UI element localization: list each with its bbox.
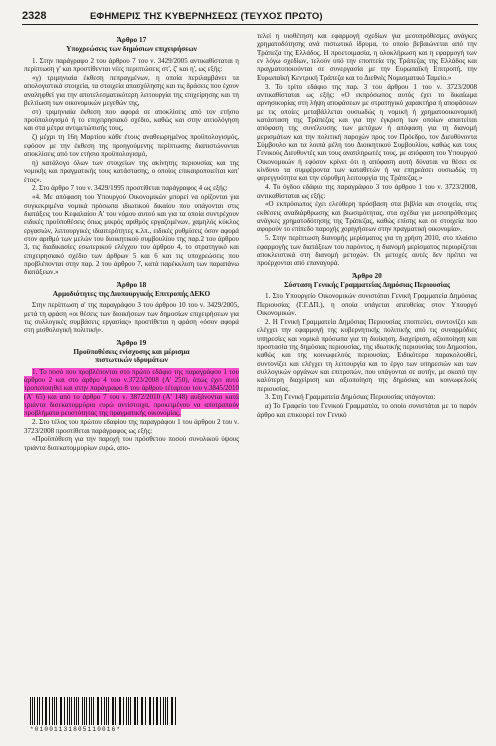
article-20-title: Σύσταση Γενικής Γραμματείας Δημόσιας Περιουσίας bbox=[283, 279, 451, 289]
barcode-bar bbox=[56, 697, 57, 725]
paragraph: 3. Στη Γενική Γραμματεία Δημόσιας Περιουσίας υπάγονται: bbox=[265, 393, 436, 402]
barcode-bar bbox=[52, 697, 53, 725]
article-19-title-line2: πιστωτικών ιδρυμάτων bbox=[95, 355, 168, 365]
highlight-mark: 1. Το ποσό που προβλέπονται στο πρώτο εδάφιο της παραγράφου 1 του άρθρου 2 και στο άρθρο 4 του ν.3723/2008 (Α' 250), όπως έχει αυτό τροποποιηθεί και στην παράγραφο 8 του άρθρου τέταρτου του ν.3845/2010 (Α' 65) και από το άρθρο 7 του ν. 3872/2010 (Α' 148) αυξάνονται κατά τριάντα δισεκατομμύρια ευρώ αντίστοιχα, προκειμένου να αποτραπούν προβλήματα ρευστότητας της πραγματικής οικονομίας. bbox=[24, 367, 239, 418]
paragraph: τελεί η υιοθέτηση και εφαρμογή σχεδίων για μεσοπρόθεσμες ανάγκες χρηματοδότησης ανά πιστωτικό ίδρυμα, το οποίο βεβαιώνεται από την Τράπεζα της Ελλάδος. Η προετοιμασία, η ολοκλήρωση και η εφαρμογή των εν λόγω σχεδίων, τελούν υπό την εποπτεία της Τράπεζας της Ελλάδος και πραγματοποιούνται σε συνεργασία με την Ευρωπαϊκή Επιτροπή, την Ευρωπαϊκή Κεντρική Τράπεζα και το Διεθνές Νομισματικό Ταμείο.» bbox=[257, 32, 477, 82]
barcode-bar bbox=[160, 697, 161, 725]
barcode-bar bbox=[115, 697, 116, 725]
barcode-bar bbox=[126, 697, 127, 725]
article-17-title: Υποχρεώσεις των δημόσιων επιχειρήσεων bbox=[66, 44, 197, 54]
barcode-bar bbox=[119, 697, 120, 725]
paragraph: «Ο εκπρόσωπος έχει ελεύθερη πρόσβαση στα βιβλία και στοιχεία, στις εκθέσεις αναδιάρθρωσης και βιωσιμότητας, στα σχέδια για μεσοπρόθεσμες ανάγκες χρηματοδότησης της Τράπεζας, καθώς επίσης και σε στοιχεία που αφορούν το επίπεδο παροχής χορηγήσεων στην πραγματική οικονομία». bbox=[257, 200, 477, 234]
paragraph: Στην περίπτωση α' της παραγράφου 3 του άρθρου 10 του ν. 3429/2005, μετά τη φράση «οι θέσεις των διοικήσεων των δημοσίων επιχειρήσεων για τις συλλογικές συμβάσεις εργασίας» προστίθεται η φράση «όσον αφορά στη μισθολογική πολιτική». bbox=[24, 301, 239, 335]
paragraph: ζ) μέχρι τη 16η Μαρτίου κάθε έτους αναθεωρημένος προϋπολογισμός, εφόσον με την έκθεση της προηγούμενης περίπτωσης διαπιστώνονται αποκλίσεις από τον ετήσιο προϋπολογισμό, bbox=[24, 133, 239, 158]
barcode-bar bbox=[64, 697, 65, 725]
barcode-bar bbox=[172, 697, 173, 725]
left-column bbox=[24, 32, 239, 453]
barcode-bar bbox=[130, 697, 131, 725]
article-19-number: Άρθρο 19 bbox=[116, 337, 147, 347]
paragraph: 4. Το όγδοο εδάφιο της παραγράφου 3 του άρθρου 1 του ν. 3723/2008, αντικαθίσταται ως εξής: bbox=[257, 183, 477, 200]
barcode-bar bbox=[167, 697, 168, 725]
article-20-number: Άρθρο 20 bbox=[352, 270, 382, 280]
barcode-bar bbox=[98, 697, 99, 725]
barcode-bar bbox=[137, 697, 138, 725]
journal-title: ΕΦΗΜΕΡΙΣ ΤΗΣ ΚΥΒΕΡΝΗΣΕΩΣ (ΤΕΥΧΟΣ ΠΡΩΤΟ) bbox=[90, 11, 323, 22]
barcode-bar bbox=[49, 697, 50, 725]
barcode-bar bbox=[74, 697, 75, 725]
paragraph: 2. Στο άρθρο 7 του ν. 3429/1995 προστίθεται παράγραφος 4 ως εξής: bbox=[32, 184, 228, 193]
paragraph: «4. Με απόφαση του Υπουργού Οικονομικών μπορεί να ορίζονται για συγκεκριμένα νομικά πρόσωπα ιδιωτικού δικαίου που υπάγονται στις διατάξεις του Κεφαλαίου Α' του νόμου αυτού και για τα οποία συντρέχουν ειδικές προϋποθέσεις όπως μικρός αριθμός εργαζομένων, χαμηλός κύκλος εργασιών, λειτουργικές ιδιαιτερότητες κ.λπ., ειδικές ρυθμίσεις όσον αφορά στον αριθμό των μελών του διοικητικού συμβουλίου της παρ.2 του άρθρου 3, τις διαδικασίες εσωτερικού ελέγχου του άρθρου 4, το στρατηγικό και επιχειρησιακό σχέδιο των άρθρων 5 και 6 και τις υποχρεώσεις που προβλέπονται στην παρ. 2 του άρθρου 7, κατά παρέκκλιση των παραπάνω διατάξεων.» bbox=[24, 193, 239, 277]
right-column bbox=[257, 32, 477, 419]
paragraph: «Προϋπόθεση για την παροχή του πρόσθετου ποσού συνολικού ύψους τριάντα δισεκατομμυρίων ευρώ, απο- bbox=[24, 435, 239, 452]
article-19-title-line1: Προϋποθέσεις ενίσχυσης και μέρισμα bbox=[73, 347, 190, 357]
paragraph: 2. Η Γενική Γραμματεία Δημόσιας Περιουσίας εποπτεύει, συντονίζει και ελέγχει την εφαρμογή της κυβερνητικής πολιτικής από τις συναρμόδιες υπηρεσίες και νομικά πρόσωπα για τη διοίκηση, διαχείριση, αξιοποίηση και προστασία της δημόσιας περιουσίας, της ιδιωτικής περιουσίας του Δημοσίου, καθώς και της κοινωφελούς περιουσίας. Ειδικότερα παρακολουθεί, συντονίζει και ελέγχει τη λειτουργία και το έργο των υπηρεσιών και των συλλογικών οργάνων και επιτροπών, που υπάγονται σε αυτήν, με σκοπό την καλύτερη διαχείριση και αξιοποίηση της δημόσιας και κοινωφελούς περιουσίας. bbox=[257, 317, 477, 393]
barcode-bars bbox=[30, 697, 178, 725]
paragraph: 1. Στην παράγραφο 2 του άρθρου 7 του ν. 3429/2005 αντικαθίσταται η περίπτωση γ' και προστίθενται νέες περιπτώσεις στ', ζ' και η', ως εξής: bbox=[24, 56, 239, 74]
barcode-bar bbox=[78, 697, 79, 725]
barcode bbox=[30, 697, 178, 733]
barcode-bar bbox=[157, 697, 158, 725]
barcode-bar bbox=[30, 697, 31, 725]
article-19-title bbox=[24, 348, 239, 365]
paragraph: 3. Το τρίτο εδάφιο της παρ. 3 του άρθρου 1 του ν. 3723/2008 αντικαθίσταται ως εξής: «Ο εκπρόσωπος αυτός έχει το δικαίωμα αρνησικυρίας στη λήψη αποφάσεων με στρατηγικό χαρακτήρα ή αποφάσεων με τις οποίες μεταβάλλεται ουσιωδώς η νομική ή χρηματοοικονομική κατάσταση της Τράπεζας και για την έγκριση των οποίων απαιτείται απόφαση της συνέλευσης των μετόχων ή απόφαση για τη διανομή μερισμάτων και την πολιτική παροχών προς τον Πρόεδρο, τον Διευθύνοντα Σύμβουλο και τα λοιπά μέλη του Διοικητικού Συμβουλίου, καθώς και τους Γενικούς Διευθυντές και τους αναπληρωτές τους, με απόφαση του Υπουργού Οικονομικών ή εφόσον κρίνει ότι η απόφαση αυτή δύναται να θέσει σε κίνδυνο τα συμφέροντα των καταθετών ή να επηρεάσει ουσιωδώς τη φερεγγυότητα και την εύρυθμη λειτουργία της Τράπεζας.» bbox=[257, 82, 477, 183]
highlighted-paragraph bbox=[24, 368, 239, 418]
paragraph: 5. Στην περίπτωση διανομής μερίσματος για τη χρήση 2010, στο πλαίσιο εφαρμογής των διατάξεων του παρόντος, η διανομή μερίσματος περιορίζεται αποκλειστικά στη διανομή μετοχών. Οι μετοχές αυτές δεν πρέπει να προέρχονται από επαναγορά. bbox=[257, 234, 477, 268]
barcode-bar bbox=[37, 697, 38, 725]
paragraph: α) Το Γραφείο του Γενικού Γραμματέα, το οποίο συνιστάται με το παρόν άρθρο και επικουρεί τον Γενικό bbox=[257, 402, 477, 419]
header-rule bbox=[22, 24, 478, 25]
barcode-bar bbox=[86, 697, 87, 725]
article-18-number: Άρθρο 18 bbox=[116, 279, 147, 289]
article-17-number: Άρθρο 17 bbox=[116, 35, 147, 44]
paragraph: «γ) τριμηνιαία έκθεση πεπραγμένων, η οποία περιλαμβάνει τα απολογιστικά στοιχεία, τα στοιχεία απασχόλησης και τις δράσεις που έχουν αναληφθεί για την αποτελεσματικότερη λειτουργία της επιχείρησης και τη βελτίωση των οικονομικών μεγεθών της, bbox=[24, 73, 239, 107]
barcode-bar bbox=[39, 697, 40, 725]
barcode-bar bbox=[142, 697, 143, 725]
article-18-title: Αρμοδιότητες της Διυπουργικής Επιτροπής ΔΕΚΟ bbox=[52, 288, 211, 298]
barcode-bar bbox=[108, 697, 109, 725]
barcode-number: *01001131805110016* bbox=[30, 726, 122, 733]
paragraph: 2. Στο τέλος του πρώτου εδαφίου της παραγράφου 1 του άρθρου 2 του ν. 3723/2008 προστίθεται παράγραφος ως εξής: bbox=[24, 418, 239, 435]
barcode-bar bbox=[150, 697, 151, 725]
paragraph: 1. Στο Υπουργείο Οικονομικών συνιστάται Γενική Γραμματεία Δημόσιας Περιουσίας (Γ.Γ.ΔΠ.), η οποία υπάγεται απευθείας στον Υπουργό Οικονομικών. bbox=[257, 292, 477, 317]
paragraph: στ) τριμηνιαία έκθεση που αφορά σε αποκλίσεις από τον ετήσιο προϋπολογισμό ή το επιχειρησιακό σχέδιο, καθώς και στην αιτιολόγηση και στα μέτρα αντιμετώπισής τους, bbox=[24, 107, 239, 133]
page-number: 2328 bbox=[22, 10, 47, 22]
barcode-bar bbox=[101, 697, 102, 725]
paragraph: η) κατάλογο όλων των στοιχείων της ακίνητης περιουσίας και της νομικής και πραγματικής τους κατάστασης, ο οποίος επικαιροποιείται κατ' έτος». bbox=[24, 158, 239, 184]
barcode-bar bbox=[91, 697, 92, 725]
barcode-bar bbox=[71, 697, 72, 725]
